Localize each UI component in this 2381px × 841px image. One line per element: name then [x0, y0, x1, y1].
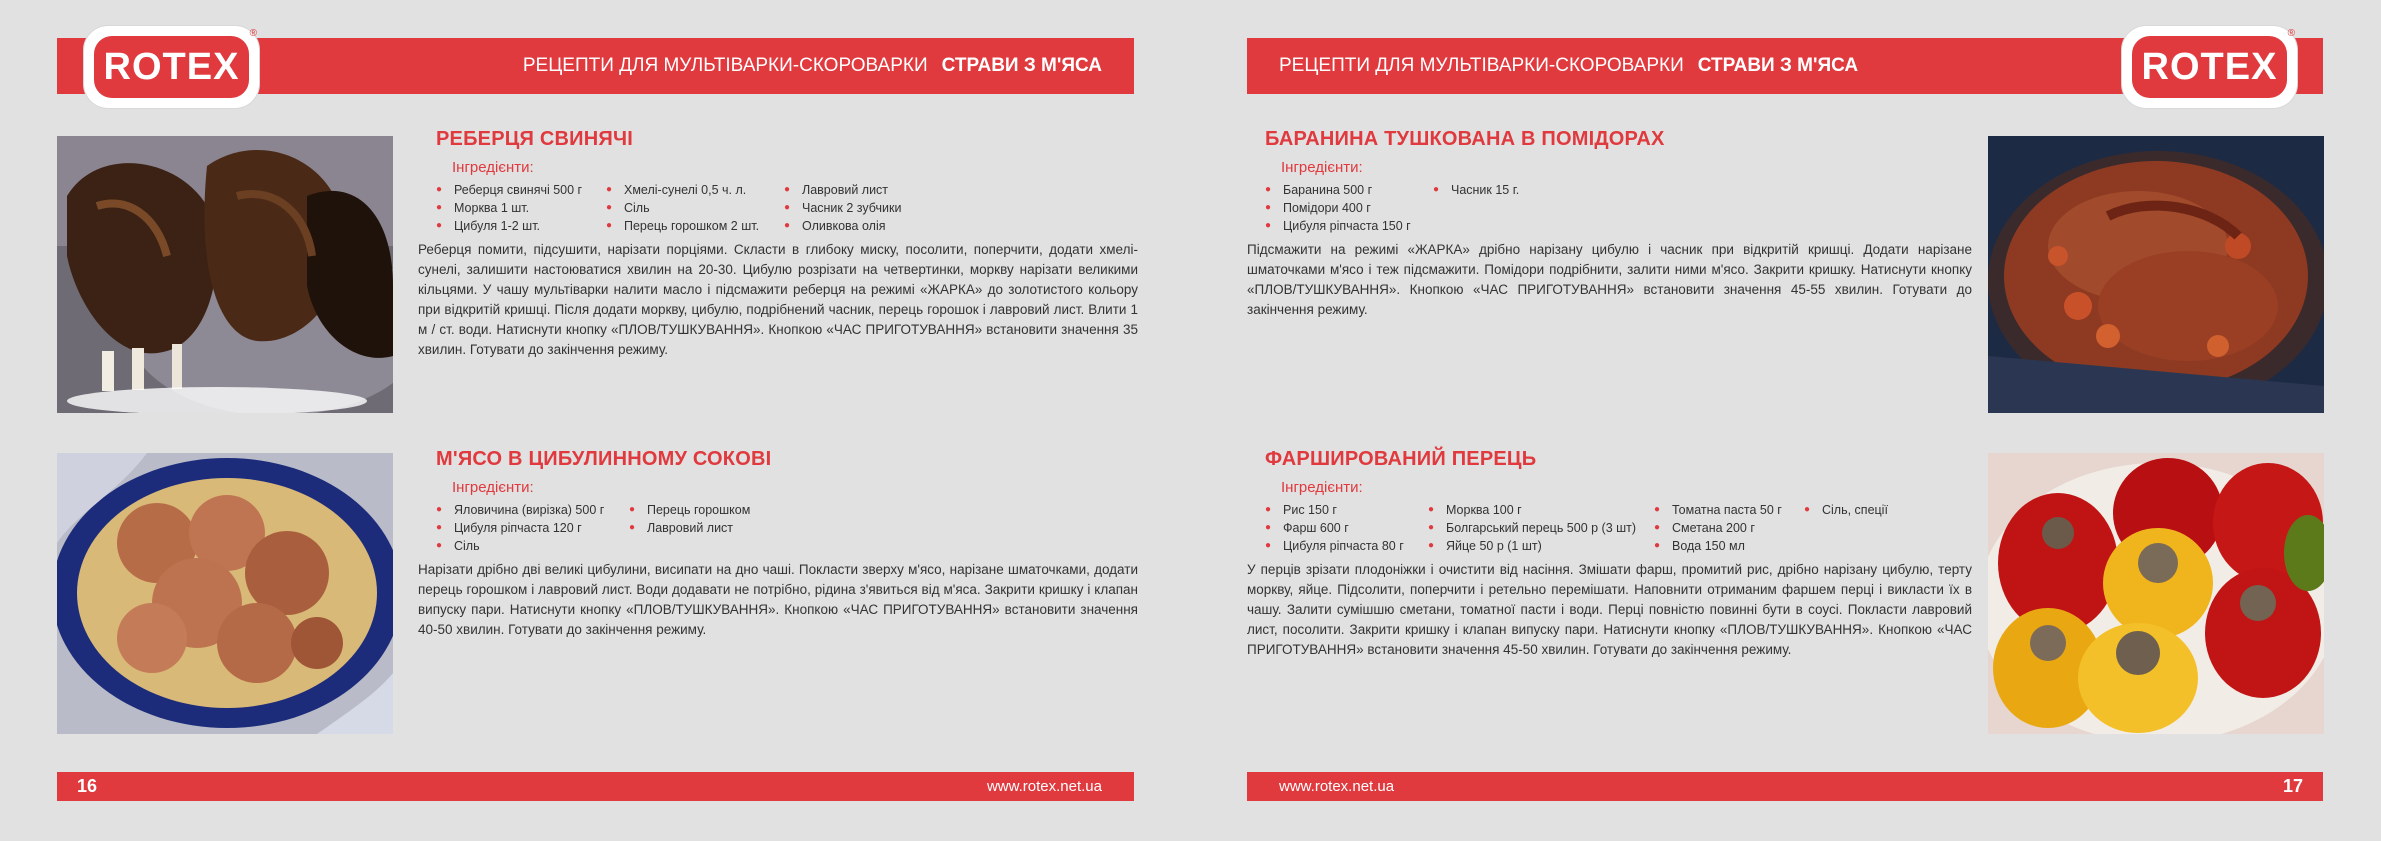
recipe-title: ФАРШИРОВАНИЙ ПЕРЕЦЬ — [1265, 448, 1537, 470]
website-link[interactable]: www.rotex.net.ua — [986, 778, 1102, 795]
ingredient-item: ● Хмелі-сунелі 0,5 ч. л. — [606, 182, 784, 198]
ingredient-item: ● Лавровий лист — [784, 182, 954, 198]
header-category: СТРАВИ З М'ЯСА — [941, 55, 1102, 76]
ingredients-label: Інгредієнти: — [452, 479, 534, 496]
ingredient-item: ● Морква 100 г — [1428, 502, 1654, 518]
recipe-beef-onion — [418, 448, 1138, 640]
recipe-instructions: Підсмажити на режимі «ЖАРКА» дрібно нарізану цибулю і часник при відкритій кришці. Додати нарізане шматочками м'ясо і теж підсмажити. Помідори подрібнити, залити ними м'ясо. Закрити кришку. Натиснути кнопку «ПЛОВ/ТУШКУВАННЯ». Кнопкою «ЧАС ПРИГОТУВАННЯ» встановити значення 45-55 хвилин. Готувати до закінчення режиму. — [1247, 242, 1972, 317]
left-page — [0, 0, 1190, 841]
recipe-instructions: У перців зрізати плодоніжки і очистити від насіння. Змішати фарш, промитий рис, дрібно нарізану цибулю, терту моркву, яйце. Підсолити, поперчити і ретельно перемішати. Наповнити отриманим фаршем перці і викласти їх в чашу. Залити сумішшю сметани, томатної пасти і води. Перці повністю повинні бути в соусі. Покласти лавровий лист, посолити. Закрити кришку і клапан випуску пари. Натиснути кнопку «ПЛОВ/ТУШКУВАННЯ». Кнопкою «ЧАС ПРИГОТУВАННЯ» встановити значення 45-50 хвилин. Готувати до закінчення режиму. — [1247, 562, 1972, 657]
recipe-title: БАРАНИНА ТУШКОВАНА В ПОМІДОРАХ — [1265, 128, 1665, 150]
ingredients-label: Інгредієнти: — [452, 159, 534, 176]
ingredient-item: ● Оливкова олія — [784, 218, 954, 234]
ingredient-item: ● Болгарський перець 500 р (3 шт) — [1428, 520, 1654, 536]
header-title — [523, 38, 1102, 94]
ingredient-item: ● Сметана 200 г — [1654, 520, 1804, 536]
recipe-lamb-tomatoes — [1247, 128, 1972, 320]
ingredients-label: Інгредієнти: — [1281, 159, 1363, 176]
ingredients-list — [436, 502, 1138, 554]
page-number: 16 — [77, 776, 98, 796]
recipe-instructions: Нарізати дрібно дві великі цибулини, висипати на дно чаші. Покласти зверху м'ясо, нарізане шматочками, додати перець горошком і лавровий лист. Води додавати не потрібно, рідина з'явиться від м'яса. Закрити кришку і клапан випуску пари. Натиснути кнопку «ПЛОВ/ТУШКУВАННЯ». Кнопкою «ЧАС ПРИГОТУВАННЯ» встановити значення 40-50 хвилин. Готувати до закінчення режиму. — [418, 562, 1138, 637]
photo-lamb-tomatoes — [1988, 136, 2324, 413]
footer-bar — [1247, 772, 2323, 801]
photo-stuffed-peppers — [1988, 453, 2324, 734]
logo-registered-mark: ® — [249, 28, 257, 39]
logo-registered-mark: ® — [2287, 28, 2295, 39]
recipe-pork-ribs — [418, 128, 1138, 360]
ingredients-list — [1265, 182, 1972, 234]
ingredient-item: ● Перець горошком — [629, 502, 829, 518]
ingredient-item: ● Томатна паста 50 г — [1654, 502, 1804, 518]
ingredient-item: ● Цибуля ріпчаста 150 г — [1265, 218, 1433, 234]
ingredient-item: ● Рис 150 г — [1265, 502, 1428, 518]
ingredients-list — [1265, 502, 1972, 554]
website-link[interactable]: www.rotex.net.ua — [1279, 778, 1395, 795]
ingredient-item: ● Морква 1 шт. — [436, 200, 606, 216]
ingredient-item: ● Фарш 600 г — [1265, 520, 1428, 536]
ingredient-item: ● Цибуля ріпчаста 80 г — [1265, 538, 1428, 554]
recipe-title: М'ЯСО В ЦИБУЛИННОМУ СОКОВІ — [436, 448, 772, 470]
rotex-logo — [2122, 26, 2297, 108]
header-series: РЕЦЕПТИ ДЛЯ МУЛЬТІВАРКИ-СКОРОВАРКИ — [1279, 55, 1684, 76]
photo-beef-onion — [57, 453, 393, 734]
ingredient-item: ● Сіль, спеції — [1804, 502, 1944, 518]
ingredient-item: ● Яйце 50 р (1 шт) — [1428, 538, 1654, 554]
right-page — [1190, 0, 2380, 841]
footer-bar — [57, 772, 1134, 801]
header-series: РЕЦЕПТИ ДЛЯ МУЛЬТІВАРКИ-СКОРОВАРКИ — [522, 55, 928, 76]
ingredient-item: ● Цибуля ріпчаста 120 г — [436, 520, 629, 536]
ingredients-list — [436, 182, 1138, 234]
header-category: СТРАВИ З М'ЯСА — [1697, 55, 1859, 76]
ingredient-item: ● Помідори 400 г — [1265, 200, 1433, 216]
recipe-stuffed-peppers — [1247, 448, 1972, 660]
ingredient-item: ● Вода 150 мл — [1654, 538, 1804, 554]
ingredient-item: ● Часник 2 зубчики — [784, 200, 954, 216]
header-title — [1279, 38, 1858, 94]
ingredient-item: ● Цибуля 1-2 шт. — [436, 218, 606, 234]
recipe-title: РЕБЕРЦЯ СВИНЯЧІ — [436, 128, 633, 150]
ingredient-item: ● Баранина 500 г — [1265, 182, 1433, 198]
page-number: 17 — [2282, 776, 2303, 796]
ingredient-item: ● Сіль — [606, 200, 784, 216]
ingredient-item: ● Перець горошком 2 шт. — [606, 218, 784, 234]
rotex-logo — [84, 26, 259, 108]
photo-pork-ribs — [57, 136, 393, 413]
ingredient-item: ● Лавровий лист — [629, 520, 829, 536]
ingredients-label: Інгредієнти: — [1281, 479, 1363, 496]
ingredient-item: ● Сіль — [436, 538, 629, 554]
ingredient-item: ● Яловичина (вирізка) 500 г — [436, 502, 629, 518]
ingredient-item: ● Реберця свинячі 500 г — [436, 182, 606, 198]
recipe-instructions: Реберця помити, підсушити, нарізати порціями. Скласти в глибоку миску, посолити, поперчити, додати хмелі-сунелі, залишити настоюватися хвилин на 20-30. Цибулю розрізати на четвертинки, моркву нарізати великими кільцями. У чашу мультіварки налити масло і підсмажити реберця на режимі «ЖАРКА» до золотистого кольору при відкритій кришці. Після додати моркву, цибулю, подрібнений часник, перець горошок і лавровий лист. Влити 1 м / ст. води. Натиснути кнопку «ПЛОВ/ТУШКУВАННЯ». Кнопкою «ЧАС ПРИГОТУВАННЯ» встановити значення 35 хвилин. Готувати до закінчення режиму. — [418, 242, 1138, 357]
logo-text: ROTEX — [94, 36, 249, 98]
ingredient-item: ● Часник 15 г. — [1433, 182, 1603, 198]
logo-text: ROTEX — [2132, 36, 2287, 98]
